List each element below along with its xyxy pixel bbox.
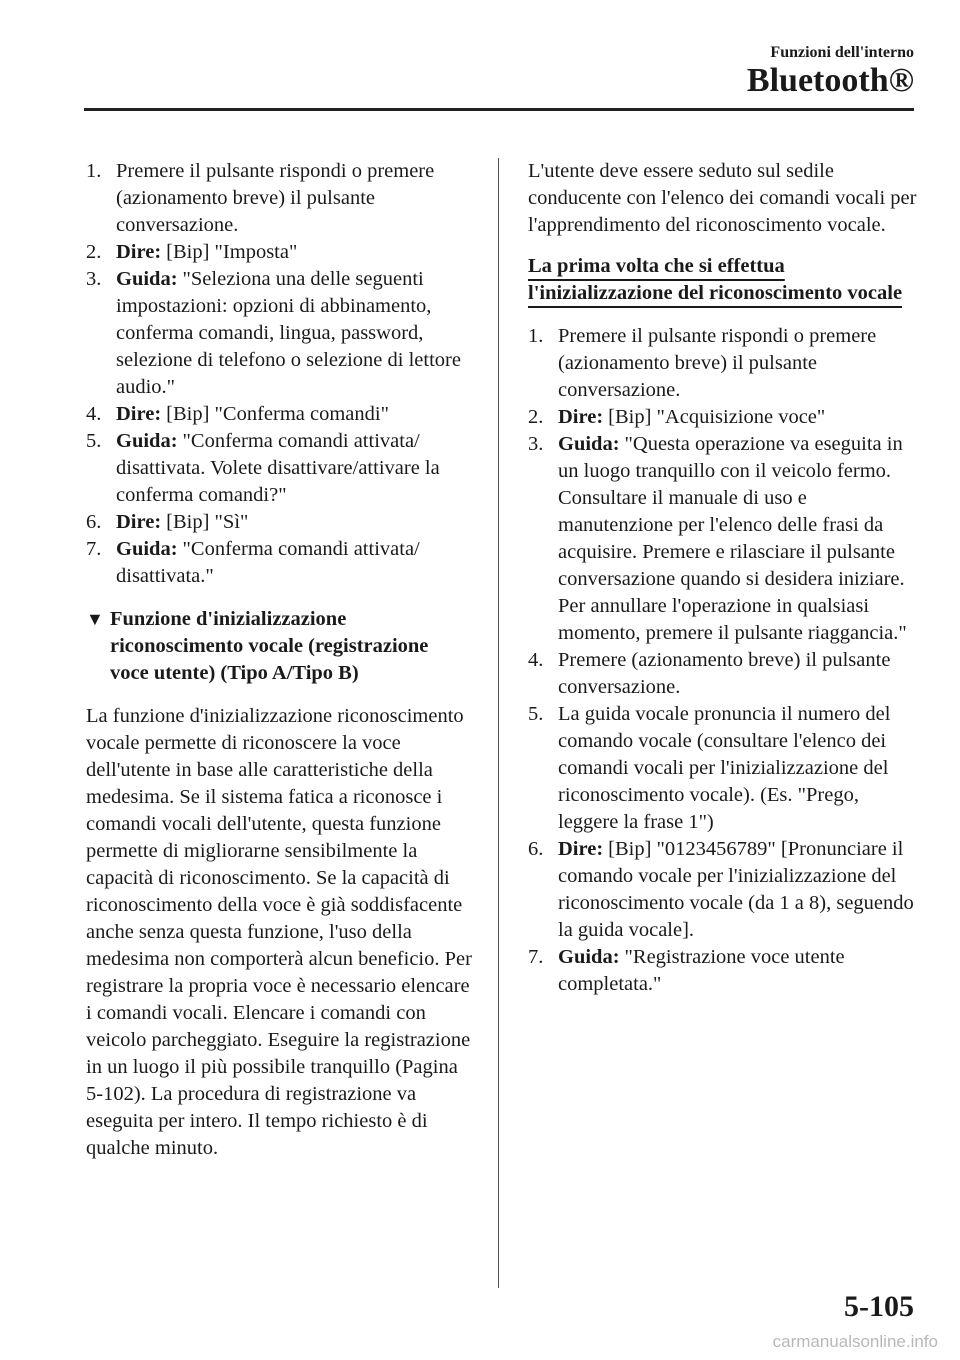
column-divider (498, 158, 499, 1288)
step-text: [Bip] "Sì" (166, 511, 249, 533)
step-item (86, 428, 472, 509)
step-label: Guida: (116, 268, 178, 290)
step-text: "Conferma comandi attivata/ disattivata. Volete disattivare/attivare la conferma comandi?" (116, 430, 440, 506)
right-column (528, 158, 918, 998)
step-label: Dire: (116, 511, 162, 533)
footer-watermark: carmanualsonline.info (772, 1332, 938, 1351)
page-title: Bluetooth® (746, 62, 914, 99)
page-number: 5-105 (844, 1290, 914, 1323)
section-heading-text: Funzione d'inizializzazione riconoscimento vocale (registrazione voce utente) (Tipo A/Tipo B) (110, 608, 429, 684)
step-item (528, 647, 918, 701)
left-steps (86, 158, 472, 590)
step-text: [Bip] "Conferma comandi" (166, 403, 389, 425)
step-text: Premere (azionamento breve) il pulsante conversazione. (558, 649, 891, 698)
triangle-down-icon: ▼ (86, 609, 104, 629)
step-text: "Registrazione voce utente completata." (558, 946, 845, 995)
step-number: 2. (86, 241, 102, 263)
step-number: 7. (528, 946, 544, 968)
section-heading (86, 606, 472, 687)
subheading-text: La prima volta che si effettua l'inizializzazione del riconoscimento vocale (528, 255, 903, 304)
step-text: Premere il pulsante rispondi o premere (azionamento breve) il pulsante conversazione. (558, 325, 877, 401)
step-number: 5. (528, 703, 544, 725)
step-item (86, 509, 472, 536)
section-label: Funzioni dell'interno (770, 44, 914, 61)
body-paragraph: La funzione d'inizializzazione riconoscimento vocale permette di riconoscere la voce dell'utente in base alle caratteristiche della medesima. Se il sistema fatica a riconosce i comandi vocali dell'utente, questa funzione permette di migliorarne sensibilmente la capacità di riconoscimento. Se la capacità di riconoscimento della voce è già soddisfacente anche senza questa funzione, l'uso della medesima non comporterà alcun beneficio. Per registrare la propria voce è necessario elencare i comandi vocali. Elencare i comandi con veicolo parcheggiato. Eseguire la registrazione in un luogo il più possibile tranquillo (Pagina 5-102). La procedura di registrazione va eseguita per intero. Il tempo richiesto è di qualche minuto. (86, 705, 472, 1159)
intro-paragraph: L'utente deve essere seduto sul sedile conducente con l'elenco dei comandi vocali per l'apprendimento del riconoscimento vocale. (528, 160, 917, 236)
step-item (86, 266, 472, 401)
step-number: 2. (528, 406, 544, 428)
step-number: 6. (528, 838, 544, 860)
step-text: "Seleziona una delle seguenti impostazioni: opzioni di abbinamento, conferma comandi, lingua, password, selezione di telefono o selezione di lettore audio." (116, 268, 461, 398)
step-number: 1. (86, 160, 102, 182)
step-label: Dire: (116, 241, 162, 263)
step-item (86, 158, 472, 239)
step-label: Dire: (558, 406, 604, 428)
step-number: 6. (86, 511, 102, 533)
step-item (86, 239, 472, 266)
step-text: [Bip] "Acquisizione voce" (608, 406, 826, 428)
step-item (528, 944, 918, 998)
step-number: 1. (528, 325, 544, 347)
step-item (528, 323, 918, 404)
step-number: 5. (86, 430, 102, 452)
step-item (528, 404, 918, 431)
left-column (86, 158, 472, 1162)
step-text: "Conferma comandi attivata/ disattivata." (116, 538, 420, 587)
step-label: Dire: (558, 838, 604, 860)
step-label: Guida: (116, 430, 178, 452)
right-steps (528, 323, 918, 998)
step-item (528, 701, 918, 836)
step-label: Guida: (116, 538, 178, 560)
step-text: Premere il pulsante rispondi o premere (azionamento breve) il pulsante conversazione. (116, 160, 435, 236)
step-item (528, 836, 918, 944)
step-label: Guida: (558, 433, 620, 455)
step-number: 7. (86, 538, 102, 560)
step-item (86, 401, 472, 428)
step-text: [Bip] "Imposta" (166, 241, 298, 263)
subheading (528, 253, 918, 307)
step-number: 4. (528, 649, 544, 671)
step-label: Guida: (558, 946, 620, 968)
step-item (528, 431, 918, 647)
step-item (86, 536, 472, 590)
step-number: 4. (86, 403, 102, 425)
step-label: Dire: (116, 403, 162, 425)
step-text: [Bip] "0123456789" [Pronunciare il comando vocale per l'inizializzazione del riconoscimento vocale (da 1 a 8), seguendo la guida vocale]. (558, 838, 914, 941)
step-number: 3. (86, 268, 102, 290)
header-rule (84, 108, 914, 111)
step-number: 3. (528, 433, 544, 455)
step-text: "Questa operazione va eseguita in un luogo tranquillo con il veicolo fermo. Consultare il manuale di uso e manutenzione per l'elenco delle frasi da acquisire. Premere e rilasciare il pulsante conversazione quando si desidera iniziare. Per annullare l'operazione in qualsiasi momento, premere il pulsante riaggancia." (558, 433, 907, 644)
step-text: La guida vocale pronuncia il numero del comando vocale (consultare l'elenco dei comandi vocali per l'inizializzazione del riconoscimento vocale). (Es. "Prego, leggere la frase 1") (558, 703, 891, 833)
